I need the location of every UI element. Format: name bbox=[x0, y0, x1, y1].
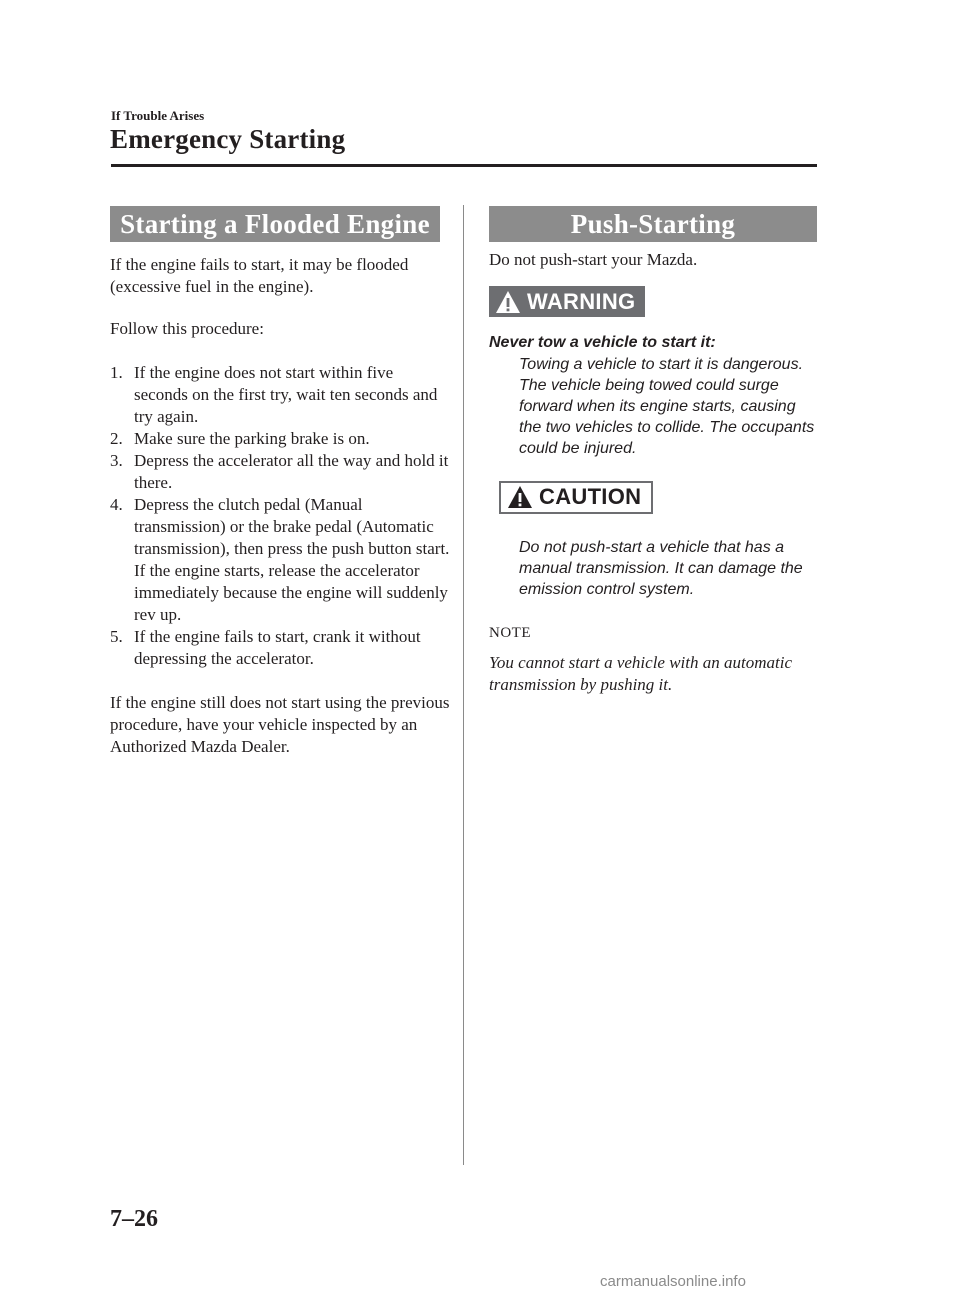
step-text: Depress the clutch pedal (Manual transmission) or the brake pedal (Automatic transmission), then press the push button start. If the engine starts, release the accelerator immediately because the engine will suddenly rev up. bbox=[134, 495, 450, 624]
step-text: If the engine does not start within five seconds on the first try, wait ten seconds and try again. bbox=[134, 363, 438, 426]
heading-push-starting: Push-Starting bbox=[489, 206, 817, 242]
step-text: If the engine fails to start, crank it without depressing the accelerator. bbox=[134, 627, 421, 668]
caution-triangle-icon bbox=[507, 485, 533, 509]
step-number: 1. bbox=[110, 363, 123, 382]
list-item bbox=[110, 450, 450, 494]
heading-flooded-engine: Starting a Flooded Engine bbox=[110, 206, 440, 242]
flooded-intro: If the engine fails to start, it may be flooded (excessive fuel in the engine). bbox=[110, 255, 409, 296]
step-number: 4. bbox=[110, 495, 123, 514]
warning-triangle-icon bbox=[495, 290, 521, 314]
note-text: You cannot start a vehicle with an automatic transmission by pushing it. bbox=[489, 653, 792, 694]
step-text: Depress the accelerator all the way and hold it there. bbox=[134, 451, 449, 492]
caution-badge bbox=[499, 481, 653, 514]
page-number: 7–26 bbox=[110, 1206, 158, 1232]
list-item bbox=[110, 626, 450, 670]
header-rule bbox=[111, 164, 817, 167]
warning-badge bbox=[489, 286, 645, 317]
push-start-intro: Do not push-start your Mazda. bbox=[489, 250, 698, 269]
caution-text: Do not push-start a vehicle that has a manual transmission. It can damage the emission control system. bbox=[519, 539, 803, 598]
step-number: 3. bbox=[110, 451, 123, 470]
warning-title: Never tow a vehicle to start it: bbox=[489, 333, 716, 351]
step-text: Make sure the parking brake is on. bbox=[134, 429, 370, 448]
list-item bbox=[110, 494, 450, 626]
watermark: carmanualsonline.info bbox=[600, 1273, 746, 1290]
procedure-label: Follow this procedure: bbox=[110, 319, 264, 338]
step-number: 5. bbox=[110, 627, 123, 646]
caution-label: CAUTION bbox=[539, 484, 642, 509]
page-title: Emergency Starting bbox=[110, 124, 346, 154]
procedure-steps bbox=[110, 362, 450, 670]
list-item bbox=[110, 362, 450, 428]
warning-text: Towing a vehicle to start it is dangerous. The vehicle being towed could surge forward when its engine starts, causing the two vehicles to collide. The occupants could be injured. bbox=[519, 355, 815, 457]
warning-label: WARNING bbox=[527, 288, 636, 314]
section-label: If Trouble Arises bbox=[111, 108, 205, 123]
column-divider bbox=[463, 205, 464, 1165]
list-item bbox=[110, 428, 450, 450]
left-column bbox=[110, 254, 450, 758]
step-number: 2. bbox=[110, 429, 123, 448]
right-column bbox=[489, 249, 819, 696]
flooded-closing: If the engine still does not start using the previous procedure, have your vehicle inspected by an Authorized Mazda Dealer. bbox=[110, 693, 450, 756]
note-label: NOTE bbox=[489, 625, 531, 641]
